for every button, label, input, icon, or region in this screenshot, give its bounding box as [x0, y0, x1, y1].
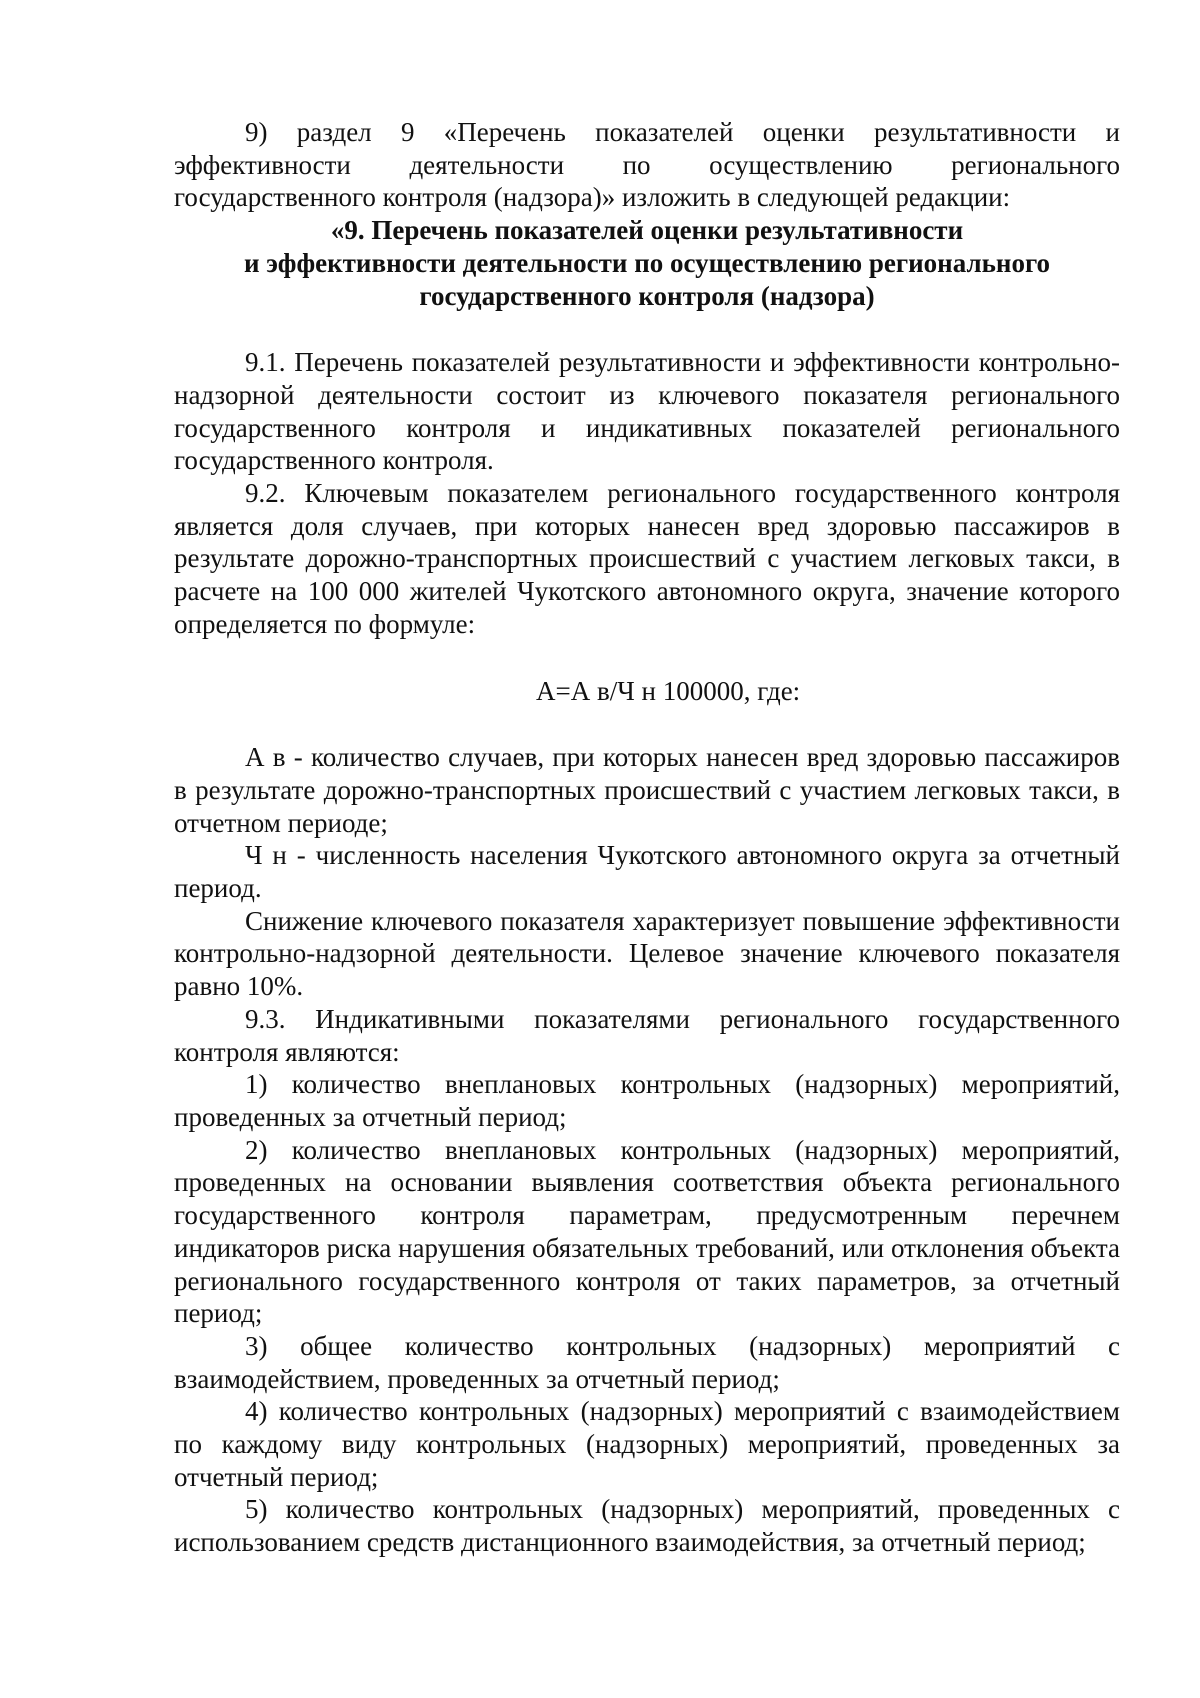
document-page [174, 116, 1120, 1559]
spacer [174, 707, 1120, 741]
decrease-paragraph: Снижение ключевого показателя характеризует повышение эффективности контрольно-надзорной деятельности. Целевое значение ключевого показателя равно 10%. [174, 905, 1120, 1002]
spacer [174, 312, 1120, 346]
section-heading [174, 214, 1120, 312]
formula: А=А в/Ч н 100000, где: [536, 675, 801, 706]
heading-line-3: государственного контроля (надзора) [419, 280, 875, 311]
paragraph-9-3: 9.3. Индикативными показателями регионального государственного контроля являются: [174, 1003, 1120, 1067]
paragraph-9-1: 9.1. Перечень показателей результативности и эффективности контрольно-надзорной деятельности состоит из ключевого показателя регионального государственного контроля и индикативных показателей регионального государственного контроля. [174, 347, 1120, 476]
heading-line-2: и эффективности деятельности по осуществлению регионального [243, 247, 1051, 278]
spacer [174, 641, 1120, 675]
list-item: 1) количество внеплановых контрольных (надзорных) мероприятий, проведенных за отчетный период; [174, 1069, 1120, 1132]
definition-chn: Ч н - численность населения Чукотского автономного округа за отчетный период. [174, 840, 1120, 904]
list-item: 5) количество контрольных (надзорных) мероприятий, проведенных с использованием средств дистанционного взаимодействия, за отчетный период; [174, 1494, 1120, 1558]
list-item: 4) количество контрольных (надзорных) мероприятий с взаимодействием по каждому виду контрольных (надзорных) мероприятий, проведенных за отчетный период; [174, 1396, 1120, 1492]
definition-av: А в - количество случаев, при которых нанесен вред здоровью пассажиров в результате дорожно-транспортных происшествий с участием легковых такси, в отчетном периоде; [174, 742, 1120, 838]
paragraph-9-2: 9.2. Ключевым показателем регионального государственного контроля является доля случаев, при которых нанесен вред здоровью пассажиров в результате дорожно-транспортных происшествий с участием легковых такси, в расчете на 100 000 жителей Чукотского автономного округа, значение которого определяется по формуле: [174, 478, 1120, 639]
heading-line-1: «9. Перечень показателей оценки результативности [330, 215, 964, 246]
intro-paragraph: 9) раздел 9 «Перечень показателей оценки результативности и эффективности деятельности по осуществлению регионального государственного контроля (надзора)» изложить в следующей редакции: [174, 117, 1120, 213]
list-item: 3) общее количество контрольных (надзорных) мероприятий с взаимодействием, проведенных за отчетный период; [174, 1330, 1120, 1394]
list-item: 2) количество внеплановых контрольных (надзорных) мероприятий, проведенных на основании выявления соответствия объекта регионального государственного контроля параметрам, предусмотренным перечнем индикаторов риска нарушения обязательных требований, или отклонения объекта регионального государственного контроля от таких параметров, за отчетный период; [174, 1134, 1120, 1329]
